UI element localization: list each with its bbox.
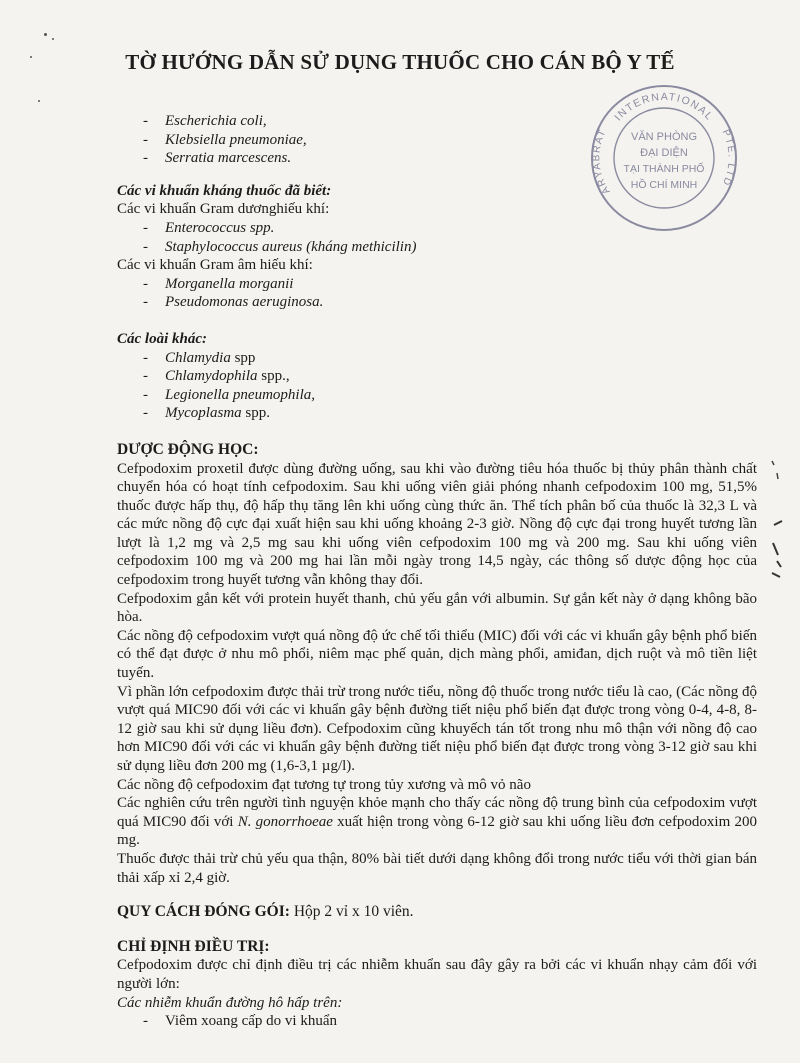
list-item: - Legionella pneumophila, <box>143 386 315 403</box>
pk-paragraph: Các nghiên cứu trên người tình nguyện khỏe mạnh cho thấy các nồng độ trung bình của cefpodoxim vượt quá MIC90 đối với N. gonorrhoeae xuất hiện trong vòng 6-12 giờ sau khi uống liều đơn cefpodoxim 200 mg. <box>117 795 757 849</box>
stamp-line: ĐẠI DIỆN <box>640 147 688 159</box>
packaging-heading: QUY CÁCH ĐÓNG GÓI: <box>117 903 290 921</box>
list-item: - Enterococcus spp. <box>143 219 275 236</box>
scan-edge-marks <box>768 455 788 585</box>
list-item: - Serratia marcescens. <box>143 150 292 167</box>
indications-list <box>117 1012 757 1031</box>
others-heading: Các loài khác: <box>117 330 207 347</box>
pk-paragraph: Thuốc được thải trừ chủ yếu qua thận, 80% bài tiết dưới dạng không đổi trong nước tiểu với thời gian bán thải xấp xỉ 2,4 giờ. <box>117 850 757 886</box>
pk-paragraph: Các nồng độ cefpodoxim đạt tương tự trong tủy xương và mô vỏ não <box>117 776 531 793</box>
packaging-section <box>117 903 757 922</box>
stamp-ring-top: INTERNATIONAL <box>612 90 716 124</box>
pk-paragraph: Cefpodoxim proxetil được dùng đường uống, sau khi vào đường tiêu hóa thuốc bị thủy phân thành chất chuyển hóa có hoạt tính cefpodoxim. Sau khi uống viên giải phóng nhanh cefpodoxim 100 mg, 51,5% thuốc được hấp thụ, độ hấp thụ tăng lên khi uống cùng thức ăn. Thể tích phân bố của thuốc là 32,3 L và các mức nồng độ cực đại xuất hiện sau khi uống khoảng 2-3 giờ. Nồng độ cực đại trong huyết tương lần lượt là 1,2 mg và 2,5 mg sau khi uống viên cefpodoxim 100 mg và 200 mg. Sau khi uống viên cefpodoxim 100 mg và 200 mg hai lần mỗi ngày trong 14,5 ngày, các thông số dược động học của cefpodoxim trong huyết tương vẫn không thay đổi. <box>117 460 757 589</box>
indications-subheading: Các nhiễm khuẩn đường hô hấp trên: <box>117 994 343 1011</box>
stamp-line: VĂN PHÒNG <box>630 131 698 143</box>
stamp-line: TẠI THÀNH PHỐ <box>623 163 705 175</box>
pharmacokinetics-heading: DƯỢC ĐỘNG HỌC: <box>117 440 259 458</box>
stamp-ring-right: PTE. LTD <box>719 128 737 188</box>
list-item: - Morganella morganii <box>143 275 294 292</box>
pk-paragraph: Vì phần lớn cefpodoxim được thải trừ trong nước tiểu, nồng độ thuốc trong nước tiểu là cao, (Các nồng độ vượt quá MIC90 đối với các vi khuẩn gây bệnh đường tiết niệu phổ biến đạt được trong vòng 0-4, 4-8, 8-12 giờ sau khi sử dụng liều đơn). Cefpodoxim cũng khuyếch tán tốt trong nhu mô thận với nồng độ cao hơn MIC90 đối với các vi khuẩn gây bệnh đường tiết niệu phổ biến đạt được trong vòng 3-12 giờ sau khi sử dụng liều đơn 200 mg (1,6-3,1 µg/l). <box>117 683 757 774</box>
gram-negative-label: Các vi khuẩn Gram âm hiếu khí: <box>117 257 313 274</box>
list-item: - Escherichia coli, <box>143 113 267 129</box>
document-title: TỜ HƯỚNG DẪN SỬ DỤNG THUỐC CHO CÁN BỘ Y TẾ <box>125 50 675 74</box>
scan-speck <box>38 100 40 102</box>
pk-paragraph: Cefpodoxim gắn kết với protein huyết thanh, chủ yếu gắn với albumin. Sự gắn kết này ở dạng không bão hòa. <box>117 590 757 626</box>
bacteria-list-top <box>117 112 757 168</box>
list-item: - Pseudomonas aeruginosa. <box>143 294 324 311</box>
gram-positive-list <box>117 219 757 256</box>
gram-negative-list <box>117 275 757 312</box>
resistant-heading: Các vi khuẩn kháng thuốc đã biết: <box>117 182 332 199</box>
list-item: - Chlamydia spp <box>143 349 256 366</box>
list-item: - Klebsiella pneumoniae, <box>143 131 307 148</box>
stamp-line: HỒ CHÍ MINH <box>630 179 698 191</box>
pk-paragraph: Các nồng độ cefpodoxim vượt quá nồng độ ức chế tối thiểu (MIC) đối với các vi khuẩn gây bệnh phổ biến có thể đạt được ở nhu mô phổi, niêm mạc phế quản, dịch màng phổi, amiđan, dịch ruột và mô tiền liệt tuyến. <box>117 627 757 682</box>
document-body <box>117 112 757 1031</box>
packaging-value: Hộp 2 vỉ x 10 viên. <box>289 903 414 921</box>
list-item: - Chlamydophila spp., <box>143 368 290 385</box>
indications-heading: CHỈ ĐỊNH ĐIỀU TRỊ: <box>117 937 270 955</box>
scan-speck <box>52 38 54 40</box>
list-item: - Staphylococcus aureus (kháng methicilin) <box>143 238 417 255</box>
stamp-ring-left: ARYABRAT <box>591 127 613 196</box>
gram-positive-label: Các vi khuẩn Gram dươnghiếu khí: <box>117 201 330 218</box>
others-list <box>117 349 757 423</box>
scan-speck <box>44 33 47 36</box>
indications-paragraph: Cefpodoxim được chỉ định điều trị các nhiễm khuẩn sau đây gây ra bởi các vi khuẩn nhạy cảm đối với người lớn: <box>117 957 757 992</box>
list-item: - Mycoplasma spp. <box>143 405 270 422</box>
list-item: - Viêm xoang cấp do vi khuẩn <box>143 1013 337 1030</box>
